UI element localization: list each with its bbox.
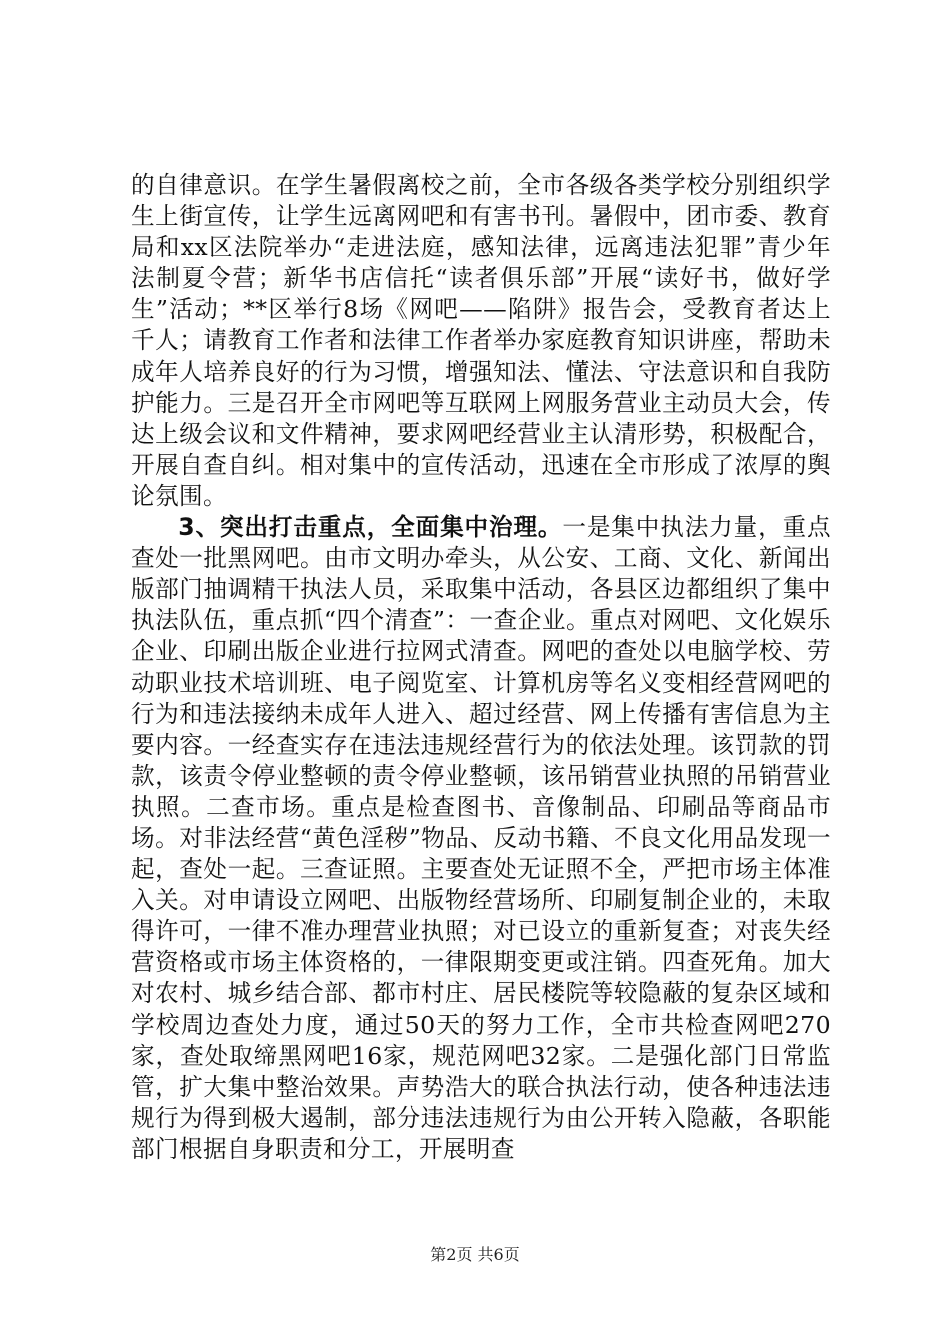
page-number: 第2页 共6页 — [430, 1245, 520, 1264]
page-footer — [0, 1245, 950, 1265]
paragraph-2-text: 一是集中执法力量，重点查处一批黑网吧。由市文明办牵头，从公安、工商、文化、新闻出版部门抽调精干执法人员，采取集中活动，各县区边都组织了集中执法队伍，重点抓“四个清查”：一查企业。重点对网吧、文化娱乐企业、印刷出版企业进行拉网式清查。网吧的查处以电脑学校、劳动职业技术培训班、电子阅览室、计算机房等名义变相经营网吧的行为和违法接纳未成年人进入、超过经营、网上传播有害信息为主要内容。一经查实存在违法违规经营行为的依法处理。该罚款的罚款，该责令停业整顿的责令停业整顿，该吊销营业执照的吊销营业执照。二查市场。重点是检查图书、音像制品、印刷品等商品市场。对非法经营“黄色淫秽”物品、反动书籍、不良文化用品发现一起，查处一起。三查证照。主要查处无证照不全，严把市场主体准入关。对申请设立网吧、出版物经营场所、印刷复制企业的，未取得许可，一律不准办理营业执照；对已设立的重新复查；对丧失经营资格或市场主体资格的，一律限期变更或注销。四查死角。加大对农村、城乡结合部、都市村庄、居民楼院等较隐蔽的复杂区域和学校周边查处力度，通过50天的努力工作，全市共检查网吧270家，查处取缔黑网吧16家，规范网吧32家。二是强化部门日常监管，扩大集中整治效果。声势浩大的联合执法行动，使各种违法违规行为得到极大遏制，部分违法违规行为由公开转入隐蔽，各职能部门根据自身职责和分工，开展明查 — [131, 513, 831, 1163]
body-text — [131, 170, 831, 1165]
section-heading: 3、突出打击重点，全面集中治理。 — [178, 513, 563, 542]
paragraph-1-text: 的自律意识。在学生暑假离校之前，全市各级各类学校分别组织学生上街宣传，让学生远离网吧和有害书刊。暑假中，团市委、教育局和xx区法院举办“走进法庭，感知法律，远离违法犯罪”青少年法制夏令营；新华书店信托“读者俱乐部”开展“读好书，做好学生”活动；**区举行8场《网吧——陷阱》报告会，受教育者达上千人；请教育工作者和法律工作者举办家庭教育知识讲座，帮助未成年人培养良好的行为习惯，增强知法、懂法、守法意识和自我防护能力。三是召开全市网吧等互联网上网服务营业主动员大会，传达上级会议和文件精神，要求网吧经营业主认清形势，积极配合，开展自查自纠。相对集中的宣传活动，迅速在全市形成了浓厚的舆论氛围。 — [131, 171, 831, 510]
paragraph-2 — [131, 512, 831, 1165]
paragraph-1 — [131, 170, 831, 512]
